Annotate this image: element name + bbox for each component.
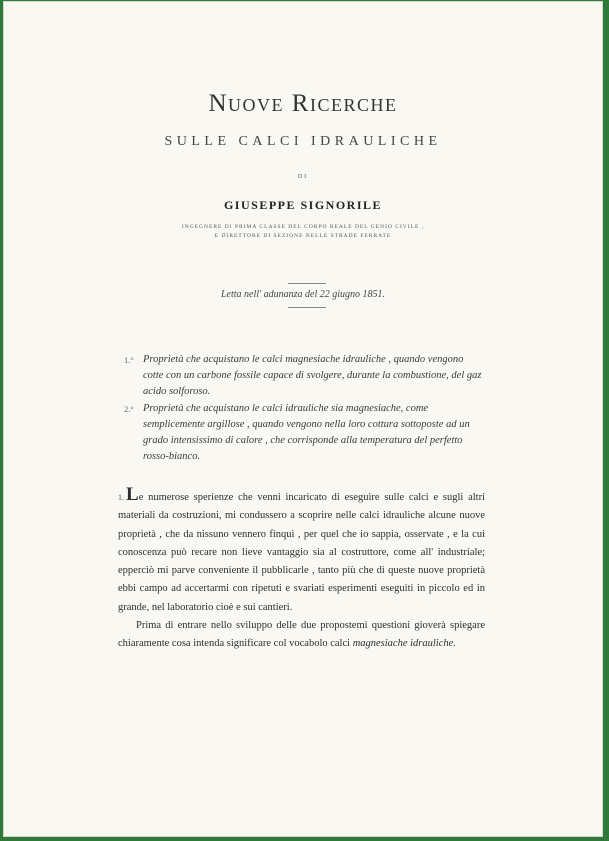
author-affiliation-line-2: E DIRETTORE DI SEZIONE NELLE STRADE FERRATE <box>214 233 392 239</box>
paper-page <box>4 2 602 836</box>
paragraph-text: e numerose sperienze che venni incaricato di eseguire sulle calci e sugli altri materiali da costruzioni, mi condussero a scoprire nelle calci idrauliche alcune nuove proprietà , che da nissuno vennero finquì , per quel che io sappia, osservate , e la cui conoscenza può recare non lieve vantaggio sia al costruttore, come all' industriale; epperciò mi parve conveniente il pubblicarle , tanto più che di queste nuove proprietà ebbi campo ad accertarmi con ripetuti e svariati esperimenti eseguiti in piccolo ed in grande, nel laboratorio cioè e sui cantieri. <box>118 492 485 613</box>
body-paragraph-1 <box>118 484 485 617</box>
topic-text: Proprietà che acquistano le calci magnesiache idrauliche , quando vengono cotte con un carbone fossile capace di svolgere, durante la combustione, del gaz acido solforoso. <box>143 354 482 398</box>
reading-date: Letta nell' adunanza del 22 giugno 1851. <box>220 289 386 300</box>
divider-top <box>288 283 326 284</box>
topic-number: 1.° <box>124 355 134 365</box>
paper-subtitle: SULLE CALCI IDRAULICHE <box>164 134 442 149</box>
topics-list <box>124 352 484 465</box>
drop-cap: L <box>126 484 139 505</box>
author-name: GIUSEPPE SIGNORILE <box>223 198 383 212</box>
by-line-prefix: DI <box>297 174 309 180</box>
topic-text: Proprietà che acquistano le calci idrauliche sia magnesiache, come semplicemente argillose , quando vengono nella loro cottura sottoposte ad un grado intensissimo di calore , che corrisponde alla temperatura del perfetto rosso-bianco. <box>143 402 470 463</box>
section-number: 1. <box>118 493 124 502</box>
paper-title: Nuove Ricerche <box>208 90 398 117</box>
paragraph-italic-term: magnesiache idrauliche. <box>352 638 456 650</box>
author-affiliation-line-1: INGEGNERE DI PRIMA CLASSE DEL CORPO REALE DEL GENIO CIVILE , <box>181 224 425 230</box>
topic-item <box>124 352 484 401</box>
body-paragraph-2 <box>118 617 485 654</box>
divider-bottom <box>288 307 326 308</box>
paragraph-text: Prima di entrare nello sviluppo delle due propostemi questioni gioverà spiegare chiaramente cosa intenda significare col vocabolo calci <box>118 620 485 650</box>
topic-item <box>124 401 484 466</box>
body-text <box>118 484 485 654</box>
topic-number: 2.° <box>124 403 134 414</box>
